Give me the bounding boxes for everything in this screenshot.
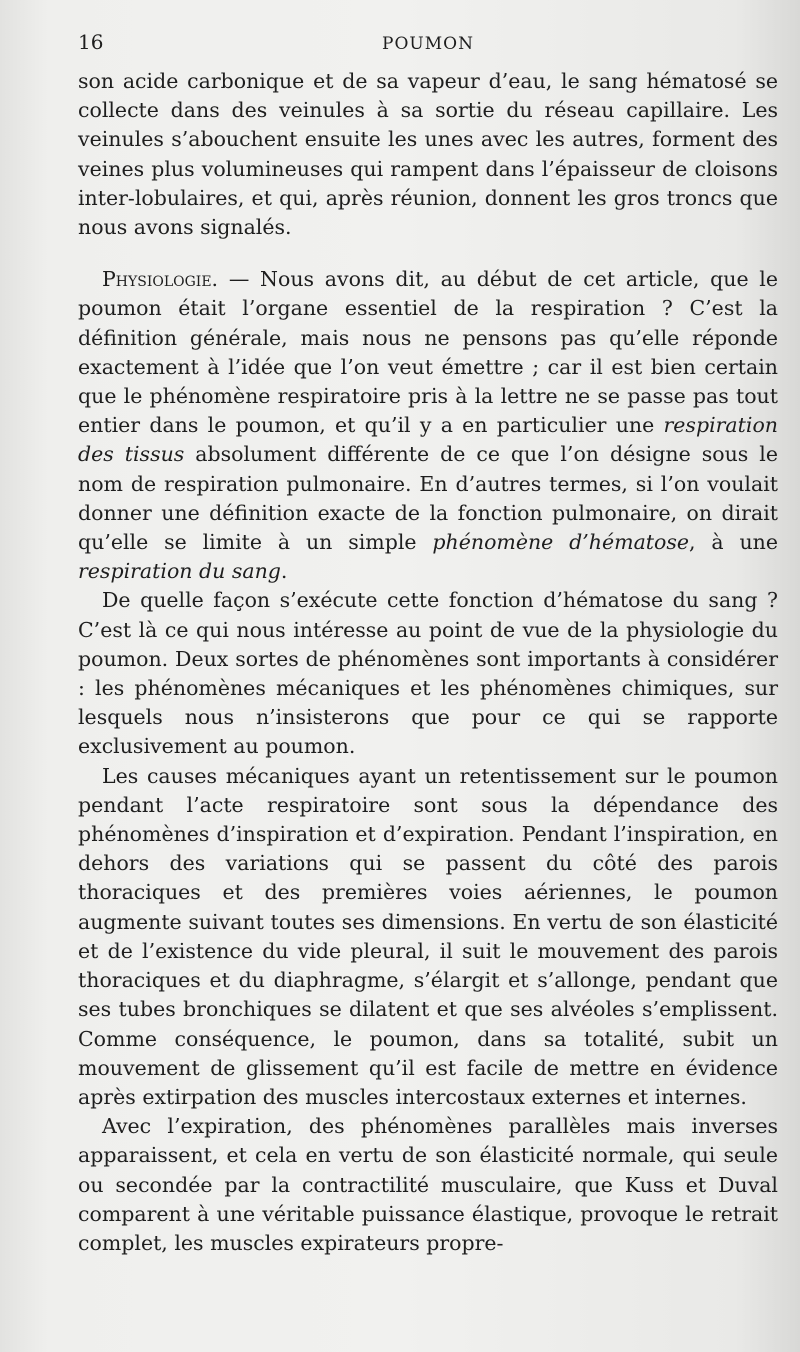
paragraph-expiration: Avec l’expiration, des phénomènes parallèles mais inverses apparaissent, et cela en vertu de son élasticité normale, qui seule ou secondée par la contractilité musculaire, que Kuss et Duval comparent à une véritable puissance élastique, provoque le retrait complet, les muscles expirateurs propre- bbox=[78, 1114, 778, 1255]
paragraph-hematose: De quelle façon s’exécute cette fonction d’hématose du sang ? C’est là ce qui nous intéresse au point de vue de la physiologie du poumon. Deux sortes de phénomènes sont importants à considérer : les phénomènes mécaniques et les phénomènes chimiques, sur lesquels nous n’insisterons que pour ce qui se rapporte exclusivement au poumon. bbox=[78, 588, 778, 759]
text-run: . bbox=[280, 559, 288, 584]
paragraph-physiologie bbox=[78, 265, 778, 586]
section-heading: Physiologie. bbox=[102, 267, 219, 292]
text-run: — Nous avons dit, au début de cet article, que le poumon était l’organe essentiel de la respiration ? C’est la définition générale, mais nous ne pensons pas qu’elle réponde exactement à l’idée que l’on veut émettre ; car il est bien certain que le phénomène respiratoire pris à la lettre ne se passe pas tout entier dans le poumon, et qu’il y a en particulier une bbox=[78, 267, 778, 438]
running-header bbox=[78, 30, 778, 62]
paragraph-causes-mecaniques: Les causes mécaniques ayant un retentissement sur le poumon pendant l’acte respiratoire sont sous la dépendance des phénomènes d’inspiration et d’expiration. Pendant l’inspiration, en dehors des variations qui se passent du côté des parois thoraciques et des premières voies aériennes, le poumon augmente suivant toutes ses dimensions. En vertu de son élasticité et de l’existence du vide pleural, il suit le mouvement des parois thoraciques et du diaphragme, s’élargit et s’allonge, pendant que ses tubes bronchiques se dilatent et que ses alvéoles s’emplissent. Comme conséquence, le poumon, dans sa totalité, subit un mouvement de glissement qu’il est facile de mettre en évidence après extirpation des muscles intercostaux externes et internes. bbox=[78, 763, 778, 1109]
body-text bbox=[78, 67, 778, 1258]
text-run: , à une bbox=[689, 530, 779, 555]
italic-term: respiration du sang bbox=[78, 559, 281, 584]
text-run: absolument différente de ce que l’on désigne sous le nom de respiration pulmonaire. En d’autres termes, si l’on voulait donner une définition exacte de la fonction pulmonaire, on dirait qu’elle se limite à un simple bbox=[78, 442, 778, 555]
italic-term: phénomène d’hématose bbox=[432, 530, 690, 555]
paragraph-continued: son acide carbonique et de sa vapeur d’eau, le sang hématosé se collecte dans des veinules à sa sortie du réseau capillaire. Les veinules s’abouchent ensuite les unes avec les autres, forment des veines plus volumineuses qui rampent dans l’épaisseur de cloisons inter-lobulaires, et qui, après réunion, donnent les gros troncs que nous avons signalés. bbox=[78, 69, 778, 240]
page-number: 16 bbox=[78, 30, 104, 54]
running-title: POUMON bbox=[382, 34, 474, 54]
italic-term: respiration des tissus bbox=[78, 413, 778, 467]
